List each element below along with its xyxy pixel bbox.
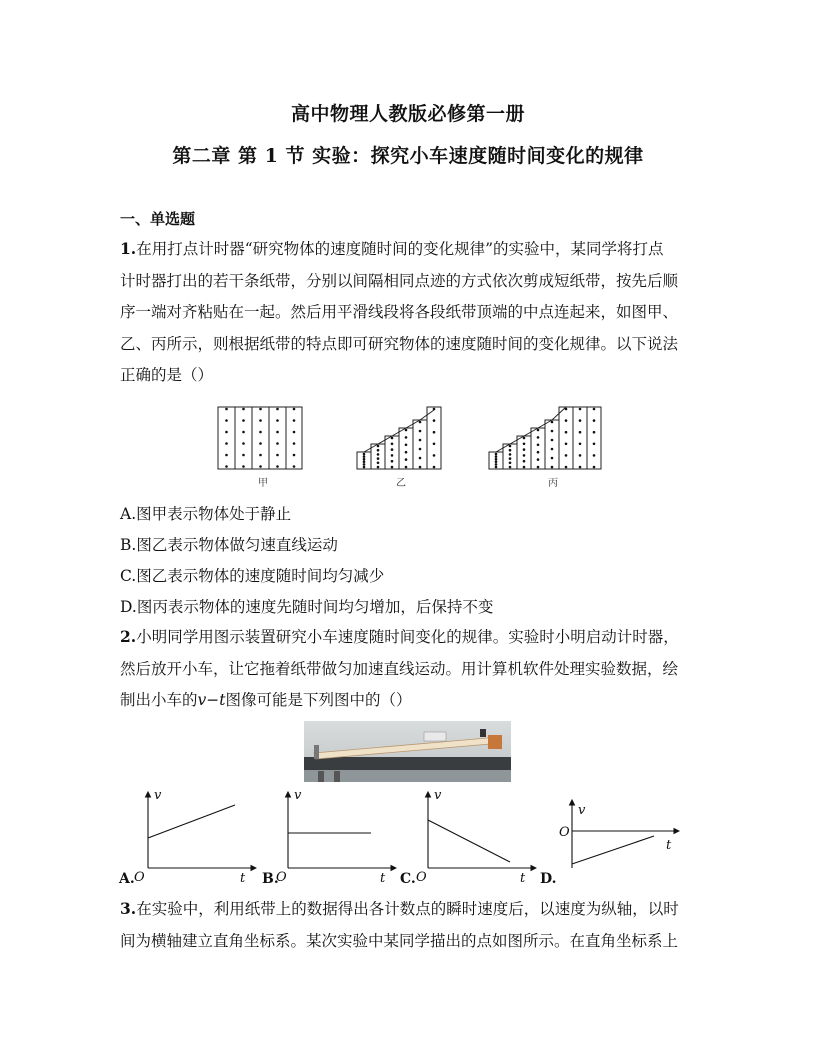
question-1 <box>120 233 700 392</box>
question-2-line-2: 然后放开小车，让它拖着纸带做匀加速直线运动。用计算机软件处理实验数据，绘 <box>120 659 679 678</box>
option-a[interactable] <box>120 502 291 524</box>
tape-dot <box>565 419 568 422</box>
tape-dot <box>495 453 498 456</box>
tape-dot <box>259 419 262 422</box>
tape-dot <box>259 408 262 411</box>
question-1-line-4: 乙、丙所示，则根据纸带的特点即可研究物体的速度随时间的变化规律。以下说法 <box>120 334 679 353</box>
tape-dot <box>259 454 262 457</box>
tape-dot <box>363 466 366 469</box>
graph-option-b[interactable]: B. <box>262 871 279 887</box>
question-3-line-2: 间为横轴建立直角坐标系。某次实验中某同学描出的点如图所示。在直角坐标系上 <box>120 931 679 950</box>
tape-dot <box>242 431 245 434</box>
tape-dot <box>579 454 582 457</box>
tape-dot <box>551 457 554 460</box>
tape-dot <box>225 408 228 411</box>
tape-dot <box>523 454 526 457</box>
tape-dot <box>405 458 408 461</box>
tape-dot <box>509 445 512 448</box>
tape-dot <box>419 448 422 451</box>
question-1-line-2: 计时器打出的若干条纸带，分别以间隔相同点迹的方式依次剪成短纸带，按先后顺 <box>120 271 679 290</box>
tape-dot <box>242 442 245 445</box>
axis-label-v: v <box>294 788 302 803</box>
question-1-line-5: 正确的是（） <box>120 366 214 384</box>
tape-dot <box>293 408 296 411</box>
tape-dot <box>377 457 380 460</box>
axis-label-v: v <box>154 788 162 803</box>
option-letter: B. <box>120 536 137 554</box>
tape-dot <box>293 431 296 434</box>
tape-dot <box>276 454 279 457</box>
graph-option-c[interactable]: C. <box>400 871 416 887</box>
tape-dot <box>523 466 526 469</box>
tape-dot <box>523 443 526 446</box>
question-1-line-3: 序一端对齐粘贴在一起。然后用平滑线段将各段纸带顶端的中点连起来，如图甲、 <box>120 303 679 321</box>
tape-dot <box>377 466 380 469</box>
tape-dot <box>593 431 596 434</box>
tape-dot <box>523 437 526 440</box>
question-2-line-3-end: 图像可能是下列图中的（） <box>225 691 412 709</box>
tape-dot <box>565 466 568 469</box>
tape-dot <box>593 466 596 469</box>
tape-dot <box>419 430 422 433</box>
tape-dot <box>433 408 436 411</box>
question-2-number: 2. <box>120 627 137 646</box>
axis-label-t: t <box>666 838 672 853</box>
tape-dot <box>579 443 582 446</box>
tape-dot <box>242 419 245 422</box>
axis-label-t: t <box>380 871 386 886</box>
tape-dot <box>523 448 526 451</box>
tape-dot <box>495 466 498 469</box>
tape-dot <box>391 437 394 440</box>
tape-dot <box>259 465 262 468</box>
vt-graph-options <box>118 786 698 890</box>
tape-dot <box>276 442 279 445</box>
tape-dot <box>405 429 408 432</box>
tape-dot <box>551 439 554 442</box>
origin-label: O <box>134 870 145 885</box>
tape-dot <box>391 448 394 451</box>
tape-dot <box>276 431 279 434</box>
tape-dot <box>433 454 436 457</box>
option-letter: C. <box>120 567 137 585</box>
tape-dot <box>593 443 596 446</box>
tape-dot <box>225 465 228 468</box>
tape-dot <box>551 421 554 424</box>
document-title: 高中物理人教版必修第一册 <box>290 103 525 125</box>
tape-dot <box>405 451 408 454</box>
tape-dot <box>391 460 394 463</box>
tape-dot <box>509 462 512 465</box>
axis-label-v: v <box>578 803 586 818</box>
tape-dot <box>419 457 422 460</box>
tape-dot <box>509 449 512 452</box>
origin-label: O <box>559 825 570 840</box>
question-2-line-1: 小明同学用图示装置研究小车速度随时间变化的规律。实验时小明启动计时器， <box>136 628 679 646</box>
tape-dot <box>433 419 436 422</box>
tape-dot <box>593 408 596 411</box>
tape-dot <box>419 421 422 424</box>
tape-dot <box>293 442 296 445</box>
option-c[interactable] <box>120 564 384 586</box>
tape-dot <box>405 466 408 469</box>
figure-jia <box>218 407 302 469</box>
tape-dot <box>551 466 554 469</box>
tape-dot <box>377 445 380 448</box>
origin-label: O <box>276 870 287 885</box>
figure-label-jia: 甲 <box>258 478 268 489</box>
tape-dot <box>565 443 568 446</box>
tape-dot <box>593 419 596 422</box>
tape-dot <box>537 458 540 461</box>
tape-dot <box>377 453 380 456</box>
tape-dot <box>419 439 422 442</box>
apparatus-photo <box>304 721 511 782</box>
tape-dot <box>551 430 554 433</box>
tape-dot <box>259 431 262 434</box>
tape-dot <box>405 444 408 447</box>
tape-dot <box>377 462 380 465</box>
tape-dot <box>551 448 554 451</box>
option-text: 图乙表示物体做匀速直线运动 <box>136 536 338 554</box>
tape-dot <box>579 408 582 411</box>
tape-strip-figure <box>205 400 625 492</box>
tape-dot <box>509 453 512 456</box>
tape-dot <box>293 454 296 457</box>
tape-dot <box>523 460 526 463</box>
tape-dot <box>391 443 394 446</box>
tape-dot <box>293 465 296 468</box>
axis-label-t: t <box>240 871 246 886</box>
question-3-line-1: 在实验中，利用纸带上的数据得出各计数点的瞬时速度后，以速度为纵轴，以时 <box>136 900 679 918</box>
question-3-number: 3. <box>120 899 137 918</box>
origin-label: O <box>416 870 427 885</box>
tape-dot <box>565 408 568 411</box>
question-1-number: 1. <box>120 239 137 258</box>
tape-dot <box>565 454 568 457</box>
document-subtitle: 第二章 第 1 节 实验：探究小车速度随时间变化的规律 <box>172 145 644 167</box>
tape-dot <box>363 453 366 456</box>
tape-dot <box>242 454 245 457</box>
tape-dot <box>377 449 380 452</box>
tape-dot <box>225 431 228 434</box>
option-text: 图乙表示物体的速度随时间均匀减少 <box>136 567 385 585</box>
graph-option-a[interactable]: A. <box>119 871 135 887</box>
tape-dot <box>495 463 498 466</box>
option-text: 图丙表示物体的速度先随时间均匀增加，后保持不变 <box>136 598 494 616</box>
tape-dot <box>259 442 262 445</box>
axis-label-t: t <box>520 871 526 886</box>
figure-label-bing: 丙 <box>548 478 558 489</box>
tape-dot <box>565 431 568 434</box>
tape-dot <box>537 466 540 469</box>
graph-option-d[interactable]: D. <box>540 871 557 887</box>
tape-dot <box>293 419 296 422</box>
question-1-line-1: 在用打点计时器“研究物体的速度随时间的变化规律”的实验中，某同学将打点 <box>136 240 664 258</box>
tape-dot <box>495 458 498 461</box>
tape-dot <box>363 461 366 464</box>
tape-dot <box>495 461 498 464</box>
figure-bing <box>489 407 601 469</box>
tape-dot <box>276 419 279 422</box>
option-d[interactable] <box>120 595 493 617</box>
tape-dot <box>509 466 512 469</box>
option-text: 图甲表示物体处于静止 <box>136 505 292 523</box>
math-v-t: v−t <box>197 691 226 709</box>
question-3 <box>120 893 700 957</box>
tape-dot <box>579 431 582 434</box>
option-b[interactable] <box>120 533 338 555</box>
tape-dot <box>433 431 436 434</box>
tape-dot <box>363 455 366 458</box>
figure-yi <box>357 407 441 469</box>
question-2-line-3-start: 制出小车的 <box>120 691 198 709</box>
tape-dot <box>225 454 228 457</box>
tape-dot <box>537 429 540 432</box>
tape-dot <box>276 465 279 468</box>
tape-dot <box>225 442 228 445</box>
tape-dot <box>405 436 408 439</box>
tape-dot <box>419 466 422 469</box>
tape-dot <box>391 454 394 457</box>
tape-dot <box>509 457 512 460</box>
tape-dot <box>225 419 228 422</box>
figure-label-yi: 乙 <box>396 478 406 489</box>
tape-dot <box>363 458 366 461</box>
option-letter: A. <box>120 505 137 523</box>
axis-label-v: v <box>434 788 442 803</box>
tape-dot <box>537 451 540 454</box>
tape-dot <box>433 466 436 469</box>
section-heading: 一、单选题 <box>120 210 196 228</box>
tape-dot <box>579 466 582 469</box>
tape-dot <box>537 436 540 439</box>
tape-dot <box>276 408 279 411</box>
tape-dot <box>242 408 245 411</box>
tape-dot <box>495 455 498 458</box>
tape-dot <box>363 463 366 466</box>
tape-dot <box>537 444 540 447</box>
tape-dot <box>242 465 245 468</box>
tape-dot <box>433 443 436 446</box>
question-2 <box>120 621 700 717</box>
tape-dot <box>579 419 582 422</box>
option-letter: D. <box>120 598 137 616</box>
tape-dot <box>391 466 394 469</box>
tape-dot <box>593 454 596 457</box>
